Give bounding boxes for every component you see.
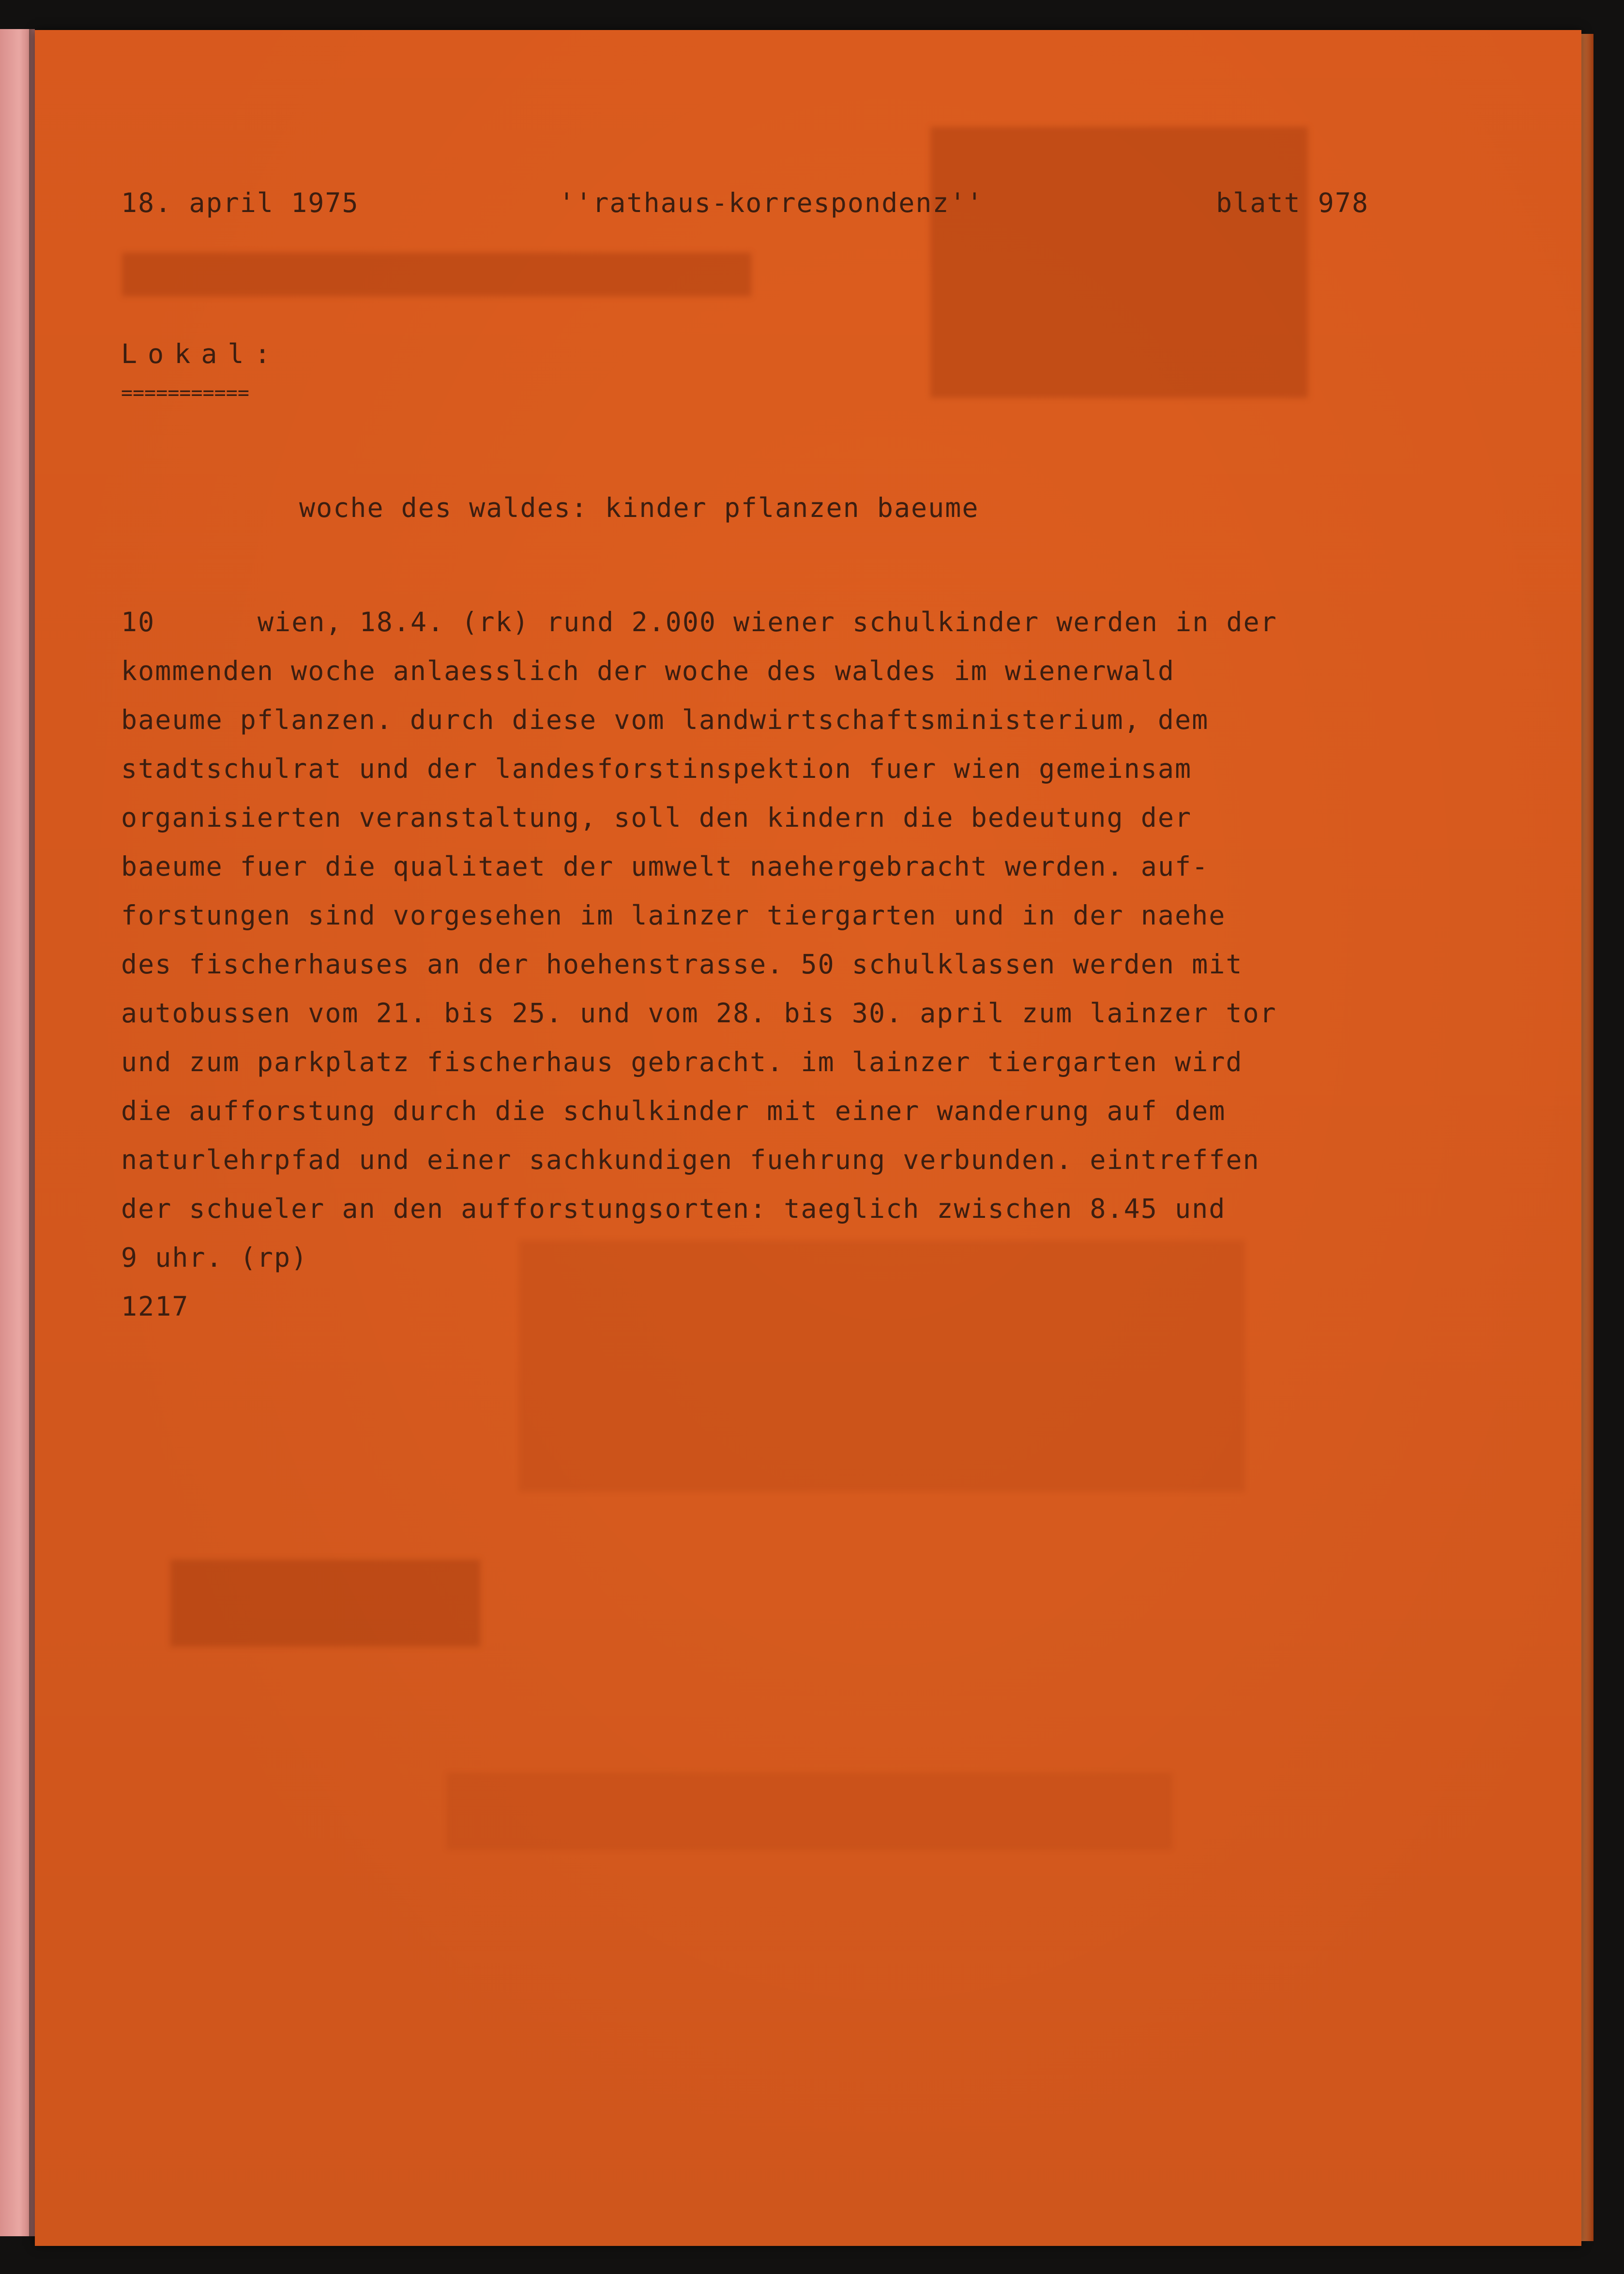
article-line: die aufforstung durch die schulkinder mit einer wanderung auf dem: [121, 1095, 1226, 1126]
sheet-number: blatt 978: [1216, 187, 1369, 218]
article-line: kommenden woche anlaesslich der woche des waldes im wienerwald: [121, 655, 1175, 686]
article-line: naturlehrpfad und einer sachkundigen fuehrung verbunden. eintreffen: [121, 1144, 1260, 1175]
article-number: 10: [121, 606, 155, 637]
document-date: 18. april 1975: [121, 187, 359, 218]
article-line: baeume pflanzen. durch diese vom landwirtschaftsministerium, dem: [121, 704, 1209, 735]
article-line: autobussen vom 21. bis 25. und vom 28. bis 30. april zum lainzer tor: [121, 998, 1277, 1029]
paper-sheet: [35, 30, 1581, 2246]
article-line: der schueler an den aufforstungsorten: taeglich zwischen 8.45 und: [121, 1193, 1226, 1224]
article-line: des fischerhauses an der hoehenstrasse. 50 schulklassen werden mit: [121, 949, 1243, 980]
article-line: und zum parkplatz fischerhaus gebracht. im lainzer tiergarten wird: [121, 1046, 1243, 1077]
publication-title: ''rathaus-korrespondenz'': [559, 187, 984, 218]
section-underline: ===========: [121, 382, 249, 404]
article-line: wien, 18.4. (rk) rund 2.000 wiener schulkinder werden in der: [258, 606, 1277, 637]
article-code: 1217: [121, 1291, 189, 1322]
typed-document: [35, 30, 1581, 2246]
article-line: organisierten veranstaltung, soll den kindern die bedeutung der: [121, 802, 1192, 833]
article-headline: woche des waldes: kinder pflanzen baeume: [299, 492, 979, 523]
article-line: forstungen sind vorgesehen im lainzer tiergarten und in der naehe: [121, 900, 1226, 931]
article-line: 9 uhr. (rp): [121, 1242, 308, 1273]
article-line: stadtschulrat und der landesforstinspektion fuer wien gemeinsam: [121, 753, 1192, 784]
section-title: Lokal:: [121, 338, 281, 369]
article-line: baeume fuer die qualitaet der umwelt naehergebracht werden. auf-: [121, 851, 1209, 882]
